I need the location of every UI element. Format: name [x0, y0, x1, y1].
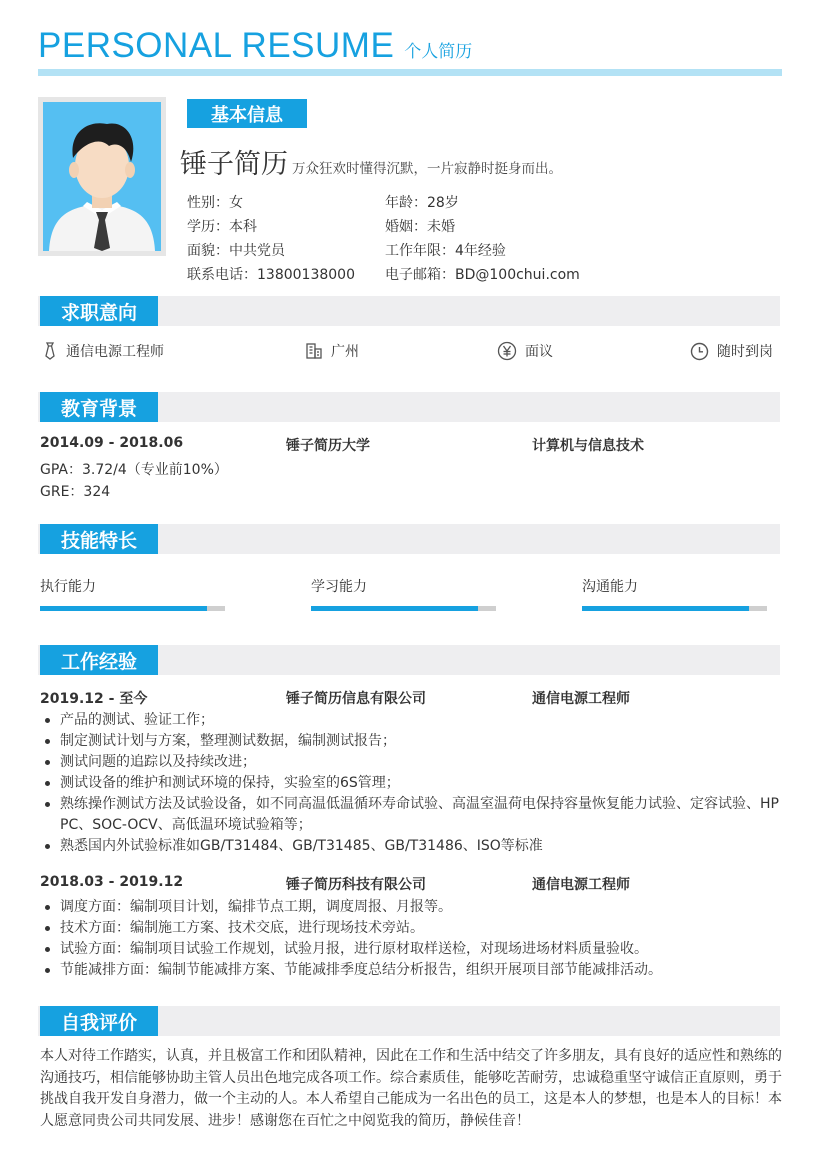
- tie-icon: [42, 342, 58, 360]
- job-period: 2018.03 - 2019.12: [40, 874, 184, 890]
- info-experience-years: 工作年限：4年经验: [385, 243, 506, 259]
- skill-name: 学习能力: [311, 579, 367, 595]
- avatar: [38, 97, 166, 256]
- info-gender: 性别：女: [187, 195, 243, 211]
- resume-title-en: PERSONAL RESUME: [38, 26, 395, 65]
- list-item: 熟悉国内外试验标准如GB/T31484、GB/T31485、GB/T31486、ISO等标准: [42, 836, 784, 857]
- section-label-skills: 技能特长: [40, 524, 158, 554]
- building-icon: [305, 342, 323, 360]
- education-gpa: GPA：3.72/4（专业前10%）: [40, 462, 228, 478]
- intent-city: [305, 340, 359, 362]
- list-item: 调度方面：编制项目计划，编排节点工期，调度周报、月报等。: [42, 897, 784, 918]
- education-major: 计算机与信息技术: [532, 438, 644, 454]
- list-item: 节能减排方面：编制节能减排方案、节能减排季度总结分析报告，组织开展项目部节能减排活动。: [42, 960, 784, 981]
- skill-name: 执行能力: [40, 579, 96, 595]
- info-phone: 联系电话：13800138000: [187, 267, 355, 283]
- skill-bar-fill: [40, 606, 207, 611]
- job-period: 2019.12 - 至今: [40, 691, 148, 707]
- skill-bar-fill: [582, 606, 749, 611]
- resume-title: [38, 26, 472, 70]
- intent-salary-text: 面议: [525, 344, 553, 360]
- yen-icon: [497, 341, 517, 361]
- intent-availability-text: 随时到岗: [717, 344, 773, 360]
- education-gre: GRE：324: [40, 484, 111, 500]
- section-intent: [38, 296, 780, 326]
- list-item: 测试设备的维护和测试环境的保持，实验室的6S管理；: [42, 773, 784, 794]
- list-item: 熟练操作测试方法及试验设备，如不同高温低温循环寿命试验、高温室温荷电保持容量恢复能力试验、定容试验、HP PC、SOC-OCV、高低温环境试验箱等；: [42, 794, 784, 836]
- section-label-self-eval: 自我评价: [40, 1006, 158, 1036]
- list-item: 制定测试计划与方案，整理测试数据，编制测试报告；: [42, 731, 784, 752]
- intent-availability: [690, 340, 773, 362]
- skill-bar-track: [40, 606, 225, 611]
- job-title: 通信电源工程师: [532, 877, 630, 893]
- list-item: 试验方面：编制项目试验工作规划，试验月报，进行原材取样送检，对现场进场材料质量验收。: [42, 939, 784, 960]
- info-email: 电子邮箱：BD@100chui.com: [385, 267, 580, 283]
- section-label-work: 工作经验: [40, 645, 158, 675]
- job-duties-list: [42, 897, 784, 981]
- section-education: [38, 392, 780, 422]
- intent-salary: [497, 340, 553, 362]
- job-company: 锤子简历信息有限公司: [286, 691, 426, 707]
- job-duties-list: [42, 710, 784, 857]
- skill-name: 沟通能力: [582, 579, 638, 595]
- section-work: [38, 645, 780, 675]
- job-company: 锤子简历科技有限公司: [286, 877, 426, 893]
- section-label-education: 教育背景: [40, 392, 158, 422]
- intent-city-text: 广州: [331, 344, 359, 360]
- section-self-eval: [38, 1006, 780, 1036]
- skill-bar-track: [311, 606, 496, 611]
- section-label-basic: 基本信息: [187, 99, 307, 128]
- education-school: 锤子简历大学: [286, 438, 370, 454]
- list-item: 产品的测试、验证工作；: [42, 710, 784, 731]
- avatar-illustration-icon: [43, 102, 161, 251]
- intent-position-text: 通信电源工程师: [66, 344, 164, 360]
- skill-bar-fill: [311, 606, 478, 611]
- list-item: 测试问题的追踪以及持续改进；: [42, 752, 784, 773]
- candidate-name: 锤子简历: [180, 149, 288, 180]
- info-age: 年龄：28岁: [385, 195, 459, 211]
- self-eval-text: 本人对待工作踏实，认真，并且极富工作和团队精神，因此在工作和生活中结交了许多朋友，具有良好的适应性和熟练的沟通技巧，相信能够协助主管人员出色地完成各项工作。综合素质佳，能够吃苦耐劳，忠诚稳重坚守诚信正直原则，勇于挑战自我开发自身潜力，做一个主动的人。本人希望自己能成为一名出色的员工，这是本人的梦想，也是本人的目标！本人愿意同贵公司共同发展、进步！感谢您在百忙之中阅览我的简历，静候佳音！: [40, 1048, 782, 1129]
- education-period: 2014.09 - 2018.06: [40, 435, 184, 451]
- skill-bar-track: [582, 606, 767, 611]
- candidate-motto: 万众狂欢时懂得沉默，一片寂静时挺身而出。: [292, 161, 562, 177]
- resume-title-zh: 个人简历: [404, 42, 473, 62]
- job-title: 通信电源工程师: [532, 691, 630, 707]
- intent-position: [42, 340, 164, 362]
- info-marital: 婚姻：未婚: [385, 219, 455, 235]
- section-skills: [38, 524, 780, 554]
- info-political: 面貌：中共党员: [187, 243, 285, 259]
- section-label-intent: 求职意向: [40, 296, 158, 326]
- header-rule: [38, 69, 782, 76]
- info-education: 学历：本科: [187, 219, 257, 235]
- name-line: [180, 142, 562, 181]
- clock-icon: [690, 342, 709, 361]
- list-item: 技术方面：编制施工方案、技术交底，进行现场技术旁站。: [42, 918, 784, 939]
